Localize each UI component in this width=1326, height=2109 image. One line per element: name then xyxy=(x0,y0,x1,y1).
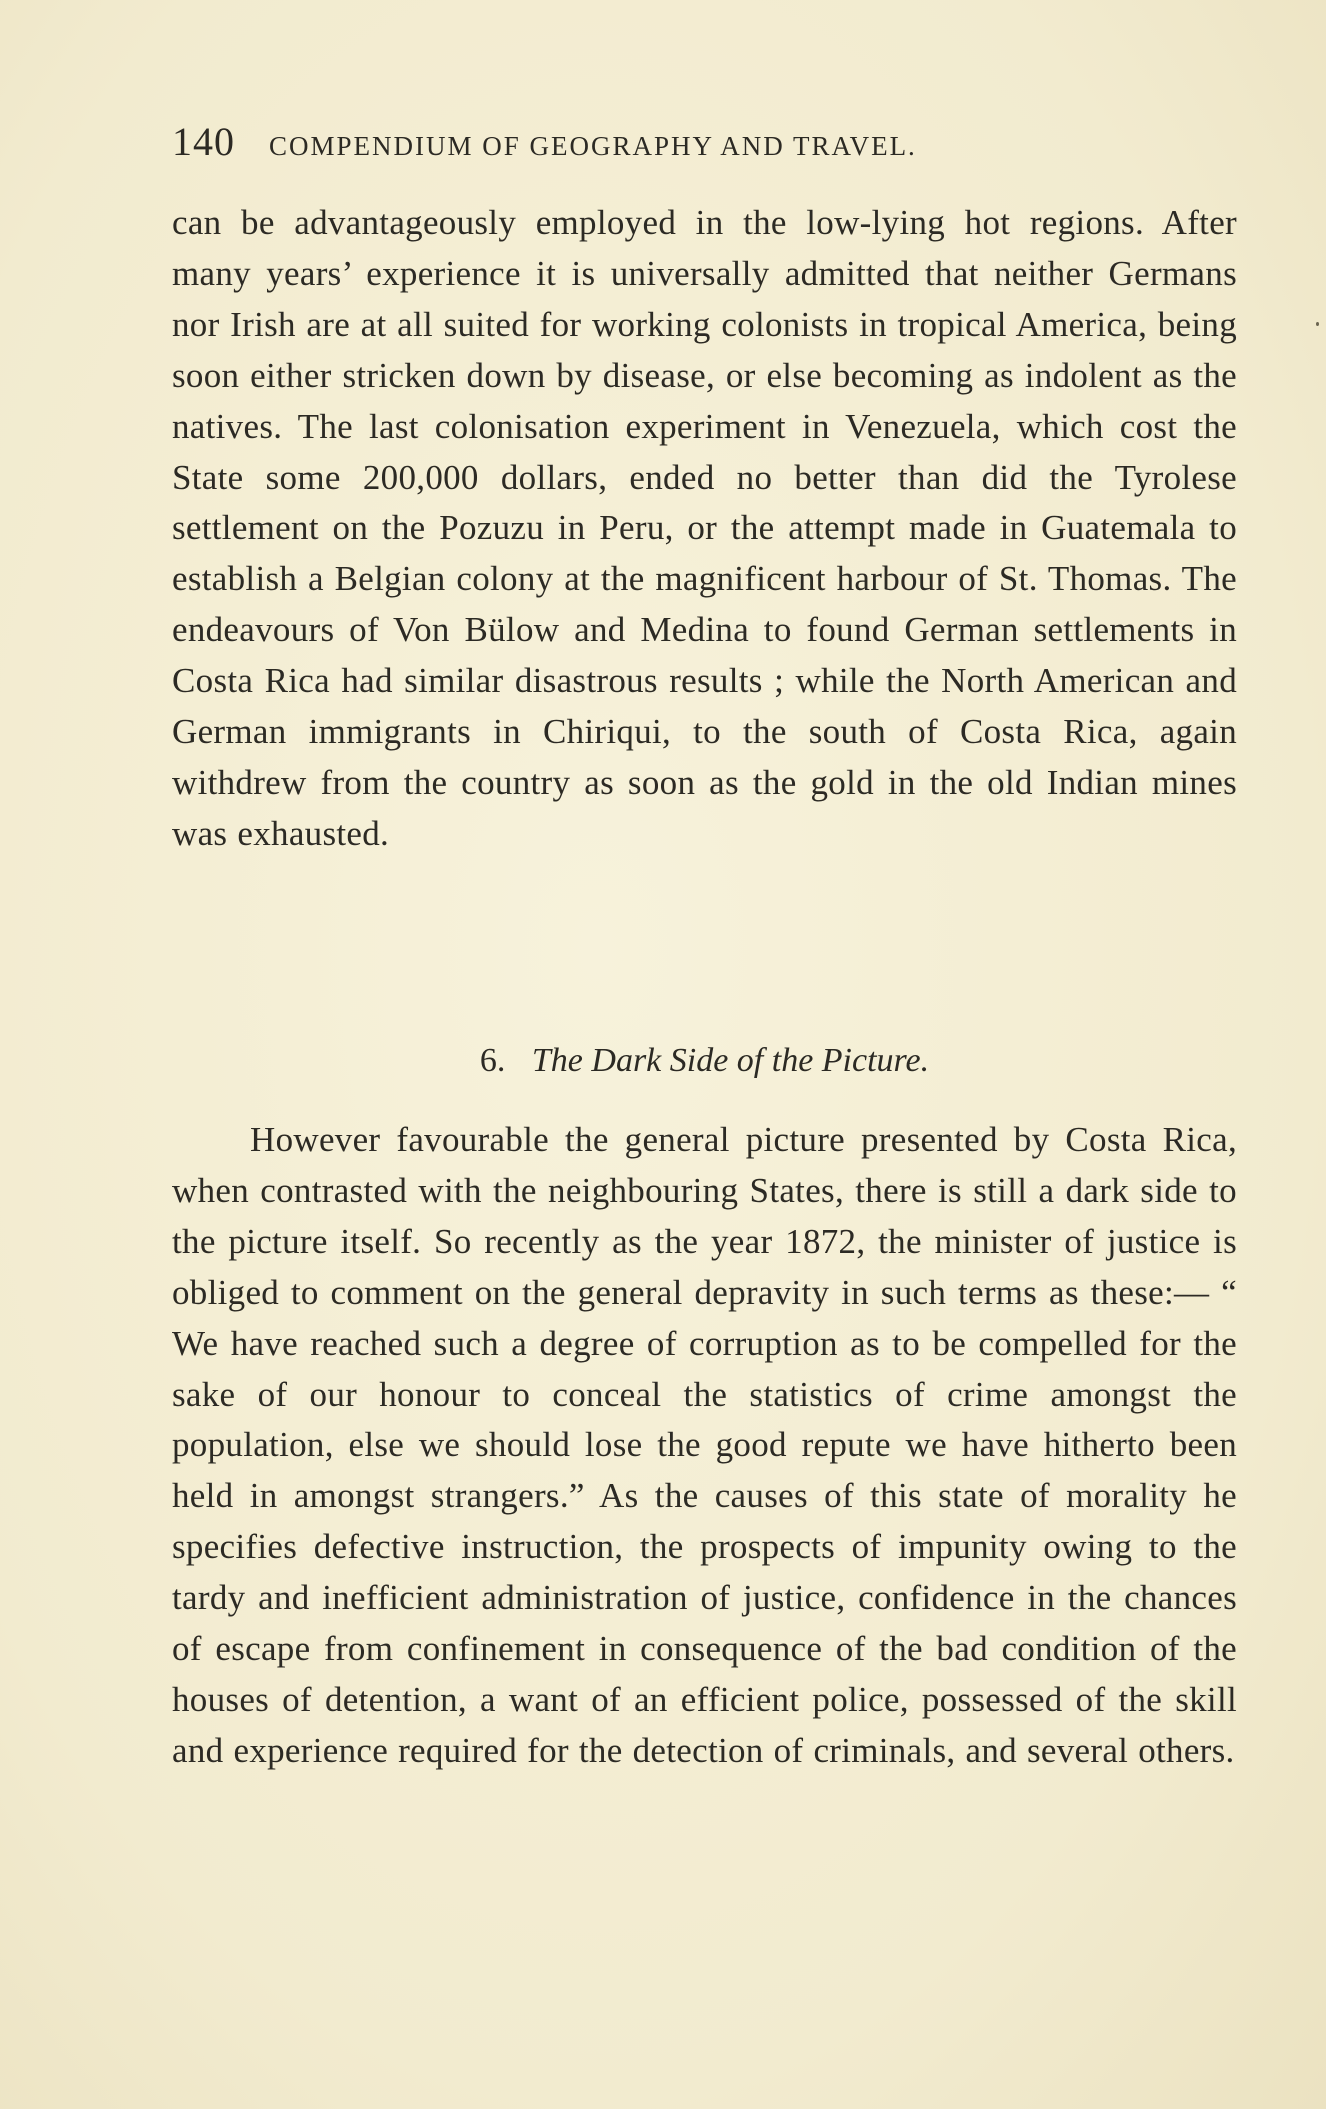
running-title: COMPENDIUM OF GEOGRAPHY AND TRAVEL. xyxy=(269,131,917,161)
running-head xyxy=(172,118,1172,168)
paragraph-1: can be advantageously employed in the low-lying hot regions. After many years’ experience it is universally admitted that neither Germans nor Irish are at all suited for working colonists in tropical America, being soon either stricken down by disease, or else becoming as indolent as the natives. The last colonisation experiment in Venezuela, which cost the State some 200,000 dollars, ended no better than did the Tyrolese settlement on the Pozuzu in Peru, or the attempt made in Guatemala to establish a Belgian colony at the magnificent harbour of St. Thomas. The endeavours of Von Bülow and Medina to found German settlements in Costa Rica had similar disastrous results ; while the North American and German immigrants in Chiriqui, to the south of Costa Rica, again withdrew from the country as soon as the gold in the old Indian mines was exhausted. xyxy=(172,203,1237,853)
paragraph-2: However favourable the general picture presented by Costa Rica, when contrasted with the neighbouring States, there is still a dark side to the picture itself. So recently as the year 1872, the minister of justice is obliged to comment on the general depravity in such terms as these:— “ We have reached such a degree of corruption as to be compelled for the sake of our honour to conceal the statistics of crime amongst the population, else we should lose the good repute we have hitherto been held in amongst strangers.” As the causes of this state of morality he specifies defective instruction, the prospects of impunity owing to the tardy and inefficient administration of justice, confidence in the chances of escape from confinement in consequence of the bad condition of the houses of detention, a want of an efficient police, possessed of the skill and experience required for the detection of criminals, and several others. xyxy=(172,1120,1237,1770)
section-number: 6. xyxy=(479,1042,506,1079)
page-number: 140 xyxy=(172,119,235,164)
section-title: The Dark Side of the Picture. xyxy=(531,1042,930,1079)
paper-speck xyxy=(1316,322,1319,326)
section-heading xyxy=(172,1036,1237,1086)
